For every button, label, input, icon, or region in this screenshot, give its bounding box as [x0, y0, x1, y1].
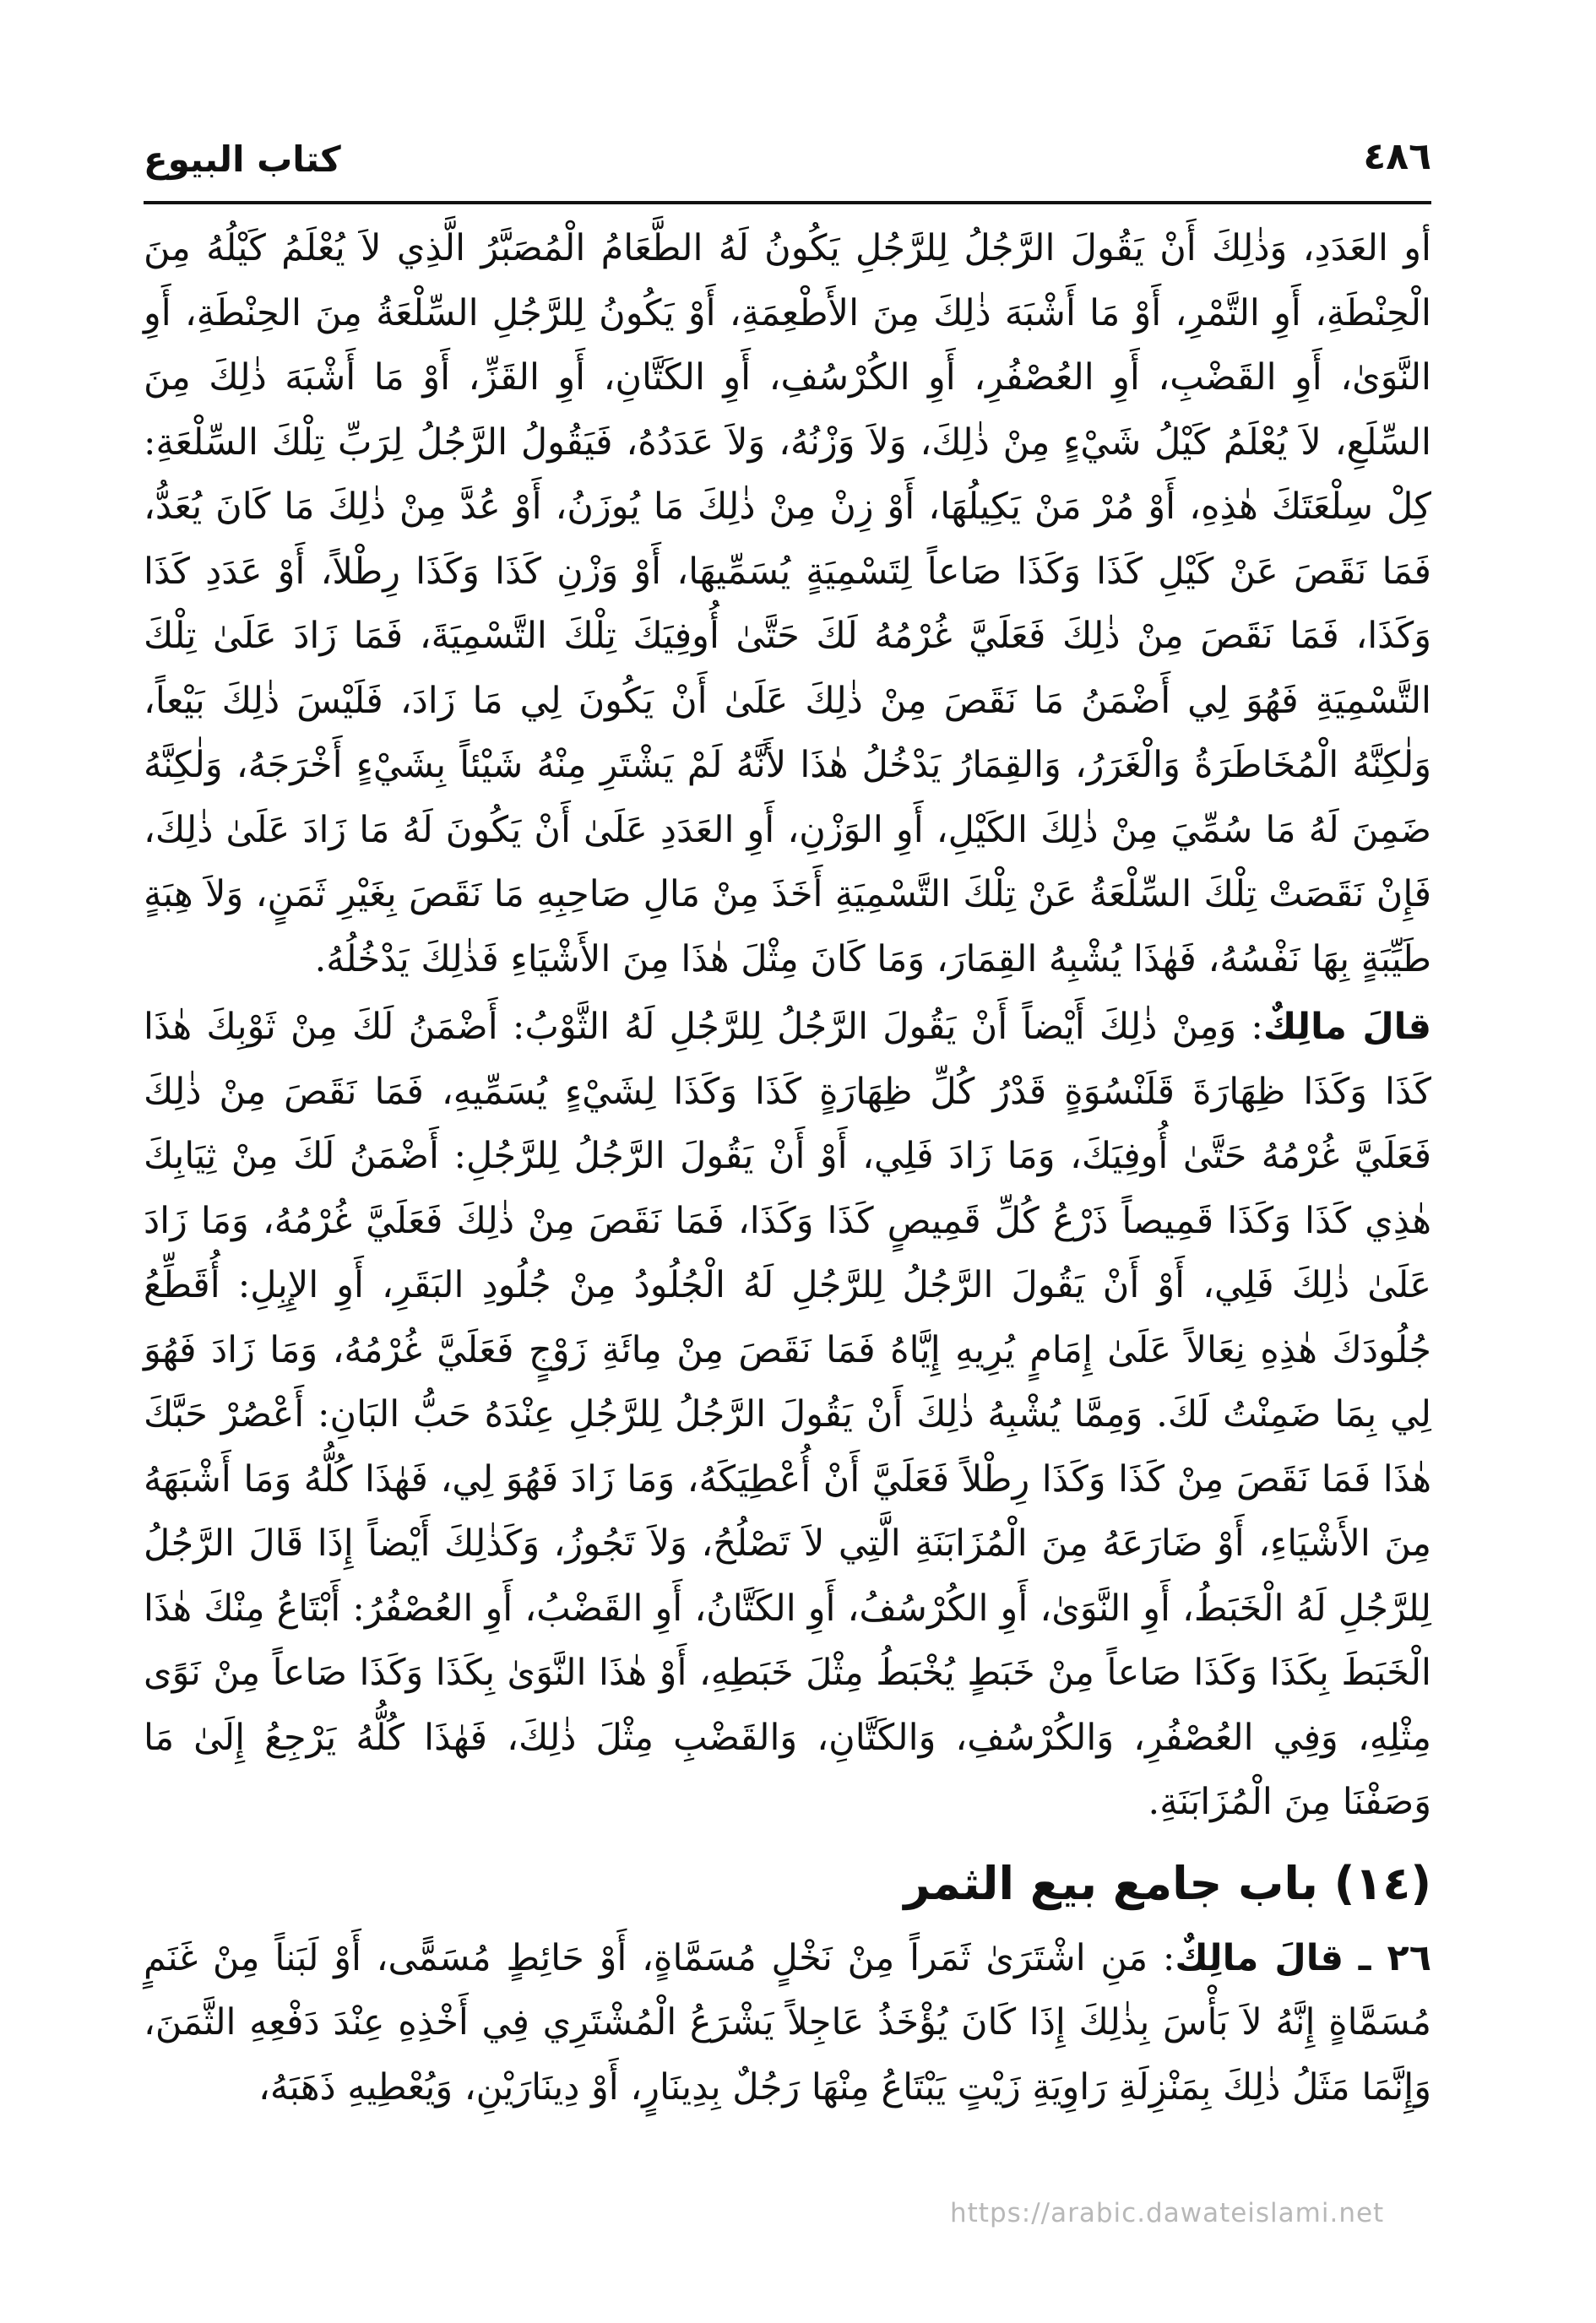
paragraph-2-text: : وَمِنْ ذٰلِكَ أَيْضاً أَنْ يَقُولَ الرَّجُلُ لِلرَّجُلِ لَهُ الثَّوْبُ: أَضْمَنُ لَكَ مِنْ ثَوْبِكَ هٰذَا كَذَا وَكَذَا ظِهَارَةَ قَلَنْسُوَةٍ قَدْرُ كُلِّ ظِهَارَةٍ كَذَا وَكَذَا لِشَيْءٍ يُسَمِّيهِ، فَمَا نَقَصَ مِنْ ذٰلِكَ فَعَلَيَّ غُرْمُهُ حَتَّىٰ أُوفِيَكَ، وَمَا زَادَ فَلِي، أَوْ أَنْ يَقُولَ الرَّجُلُ لِلرَّجُلِ: أَضْمَنُ لَكَ مِنْ ثِيَابِكَ هٰذِي كَذَا وَكَذَا قَمِيصاً ذَرْعُ كُلِّ قَمِيصٍ كَذَا وَكَذَا، فَمَا نَقَصَ مِنْ ذٰلِكَ فَعَلَيَّ غُرْمُهُ، وَمَا زَادَ عَلَىٰ ذٰلِكَ فَلِي، أَوْ أَنْ يَقُولَ الرَّجُلُ لِلرَّجُلِ لَهُ الْجُلُودُ مِنْ جُلُودِ البَقَرِ، أَوِ الإِبِلِ: أُقَطِّعُ جُلُودَكَ هٰذِهِ نِعَالاً عَلَىٰ إِمَامٍ يُرِيهِ إِيَّاهُ فَمَا نَقَصَ مِنْ مِائَةِ زَوْجٍ فَعَلَيَّ غُرْمُهُ، وَمَا زَادَ فَهُوَ لِي بِمَا ضَمِنْتُ لَكَ. وَمِمَّا يُشْبِهُ ذٰلِكَ أَنْ يَقُولَ الرَّجُلُ لِلرَّجُلِ عِنْدَهُ حَبُّ البَانِ: أَعْصُرْ حَبَّكَ هٰذَا فَمَا نَقَصَ مِنْ كَذَا وَكَذَا رِطْلاً فَعَلَيَّ أَنْ أُعْطِيَكَهُ، وَمَا زَادَ فَهُوَ لِي، فَهٰذَا كُلُّهُ وَمَا أَشْبَهَهُ مِنَ الأَشْيَاءِ، أَوْ ضَارَعَهُ مِنَ الْمُزَابَنَةِ الَّتِي لاَ تَصْلُحُ، وَلاَ تَجُوزُ، وَكَذٰلِكَ أَيْضاً إِذَا قَالَ الرَّجُلُ لِلرَّجُلِ لَهُ الْخَبَطُ، أَوِ النَّوَىٰ، أَوِ الكُرْسُفُ، أَوِ الكَتَّانُ، أَوِ القَضْبُ، أَوِ العُصْفُرُ: أَبْتَاعُ مِنْكَ هٰذَا الْخَبَطَ بِكَذَا وَكَذَا صَاعاً مِنْ خَبَطٍ يُخْبَطُ مِثْلَ خَبَطِهِ، أَوْ هٰذَا النَّوَىٰ بِكَذَا وَكَذَا صَاعاً مِنْ نَوًى مِثْلِهِ، وَفِي العُصْفُرِ، وَالكُرْسُفِ، وَالكَتَّانِ، وَالقَضْبِ مِثْلَ ذٰلِكَ، فَهٰذَا كُلُّهُ يَرْجِعُ إِلَىٰ مَا وَصَفْنَا مِنَ الْمُزَابَنَةِ. — [144, 1006, 1431, 1823]
section-26-text: : مَنِ اشْتَرَىٰ ثَمَراً مِنْ نَخْلٍ مُسَمَّاةٍ، أَوْ حَائِطٍ مُسَمًّى، أَوْ لَبَناً مِنْ غَنَمٍ مُسَمَّاةٍ إِنَّهُ لاَ بَأْسَ بِذٰلِكَ إِذَا كَانَ يُؤْخَذُ عَاجِلاً يَشْرَعُ الْمُشْتَرِي فِي أَخْذِهِ عِنْدَ دَفْعِهِ الثَّمَنَ، وَإِنَّمَا مَثَلُ ذٰلِكَ بِمَنْزِلَةِ رَاوِيَةِ زَيْتٍ يَبْتَاعُ مِنْهَا رَجُلٌ بِدِينَارٍ، أَوْ دِينَارَيْنِ، وَيُعْطِيهِ ذَهَبَهُ، — [144, 1936, 1432, 2109]
paragraph-1: أو العَدَدِ، وَذٰلِكَ أَنْ يَقُولَ الرَّجُلُ لِلرَّجُلِ يَكُونُ لَهُ الطَّعَامُ الْمُصَبَّرُ الَّذِي لاَ يُعْلَمُ كَيْلُهُ مِنَ الْحِنْطَةِ، أَوِ التَّمْرِ، أَوْ مَا أَشْبَهَ ذٰلِكَ مِنَ الأَطْعِمَةِ، أَوْ يَكُونُ لِلرَّجُلِ السِّلْعَةُ مِنَ الحِنْطَةِ، أَوِ النَّوَىٰ، أَوِ القَضْبِ، أَوِ العُصْفُرِ، أَوِ الكُرْسُفِ، أَوِ الكَتَّانِ، أَوِ القَزِّ، أَوْ مَا أَشْبَهَ ذٰلِكَ مِنَ السِّلَعِ، لاَ يُعْلَمُ كَيْلُ شَيْءٍ مِنْ ذٰلِكَ، وَلاَ وَزْنُهُ، وَلاَ عَدَدُهُ، فَيَقُولُ الرَّجُلُ لِرَبِّ تِلْكَ السِّلْعَةِ: كِلْ سِلْعَتَكَ هٰذِهِ، أَوْ مُرْ مَنْ يَكِيلُهَا، أَوْ زِنْ مِنْ ذٰلِكَ مَا يُوزَنُ، أَوْ عُدَّ مِنْ ذٰلِكَ مَا كَانَ يُعَدُّ، فَمَا نَقَصَ عَنْ كَيْلِ كَذَا وَكَذَا صَاعاً لِتَسْمِيَةٍ يُسَمِّيهَا، أَوْ وَزْنِ كَذَا وَكَذَا رِطْلاً، أَوْ عَدَدِ كَذَا وَكَذَا، فَمَا نَقَصَ مِنْ ذٰلِكَ فَعَلَيَّ غُرْمُهُ لَكَ حَتَّىٰ أُوفِيَكَ تِلْكَ التَّسْمِيَةَ، فَمَا زَادَ عَلَىٰ تِلْكَ التَّسْمِيَةِ فَهُوَ لِي أَضْمَنُ مَا نَقَصَ مِنْ ذٰلِكَ عَلَىٰ أَنْ يَكُونَ لِي مَا زَادَ، فَلَيْسَ ذٰلِكَ بَيْعاً، وَلٰكِنَّهُ الْمُخَاطَرَةُ وَالْغَرَرُ، وَالقِمَارُ يَدْخُلُ هٰذَا لأَنَّهُ لَمْ يَشْتَرِ مِنْهُ شَيْئاً بِشَيْءٍ أَخْرَجَهُ، وَلٰكِنَّهُ ضَمِنَ لَهُ مَا سُمِّيَ مِنْ ذٰلِكَ الكَيْلِ، أَوِ الوَزْنِ، أَوِ العَدَدِ عَلَىٰ أَنْ يَكُونَ لَهُ مَا زَادَ عَلَىٰ ذٰلِكَ، فَإِنْ نَقَصَتْ تِلْكَ السِّلْعَةُ عَنْ تِلْكَ التَّسْمِيَةِ أَخَذَ مِنْ مَالِ صَاحِبِهِ مَا نَقَصَ بِغَيْرِ ثَمَنٍ، وَلاَ هِبَةٍ طَيِّبَةٍ بِهَا نَفْسُهُ، فَهٰذَا يُشْبِهُ القِمَارَ، وَمَا كَانَ مِثْلَ هٰذَا مِنَ الأَشْيَاءِ فَذٰلِكَ يَدْخُلُهُ. — [144, 227, 1431, 980]
page-header — [144, 127, 1431, 204]
paragraph-2 — [144, 995, 1431, 1835]
section-number: ٢٦ ـ — [1358, 1936, 1431, 1979]
page-number: ٤٨٦ — [1363, 135, 1431, 178]
speaker-label: قالَ مالِكٌ — [1262, 1006, 1431, 1048]
speaker-label: قالَ مالِكٌ — [1175, 1936, 1344, 1979]
body-text — [144, 216, 1431, 2119]
watermark: https://arabic.dawateislami.net — [950, 2198, 1385, 2228]
chapter-heading: (١٤) باب جامع بيع الثمر — [904, 1856, 1431, 1910]
section-26 — [144, 1926, 1431, 2120]
book-title: كتاب البيوع — [144, 138, 341, 180]
book-page — [144, 127, 1431, 2288]
